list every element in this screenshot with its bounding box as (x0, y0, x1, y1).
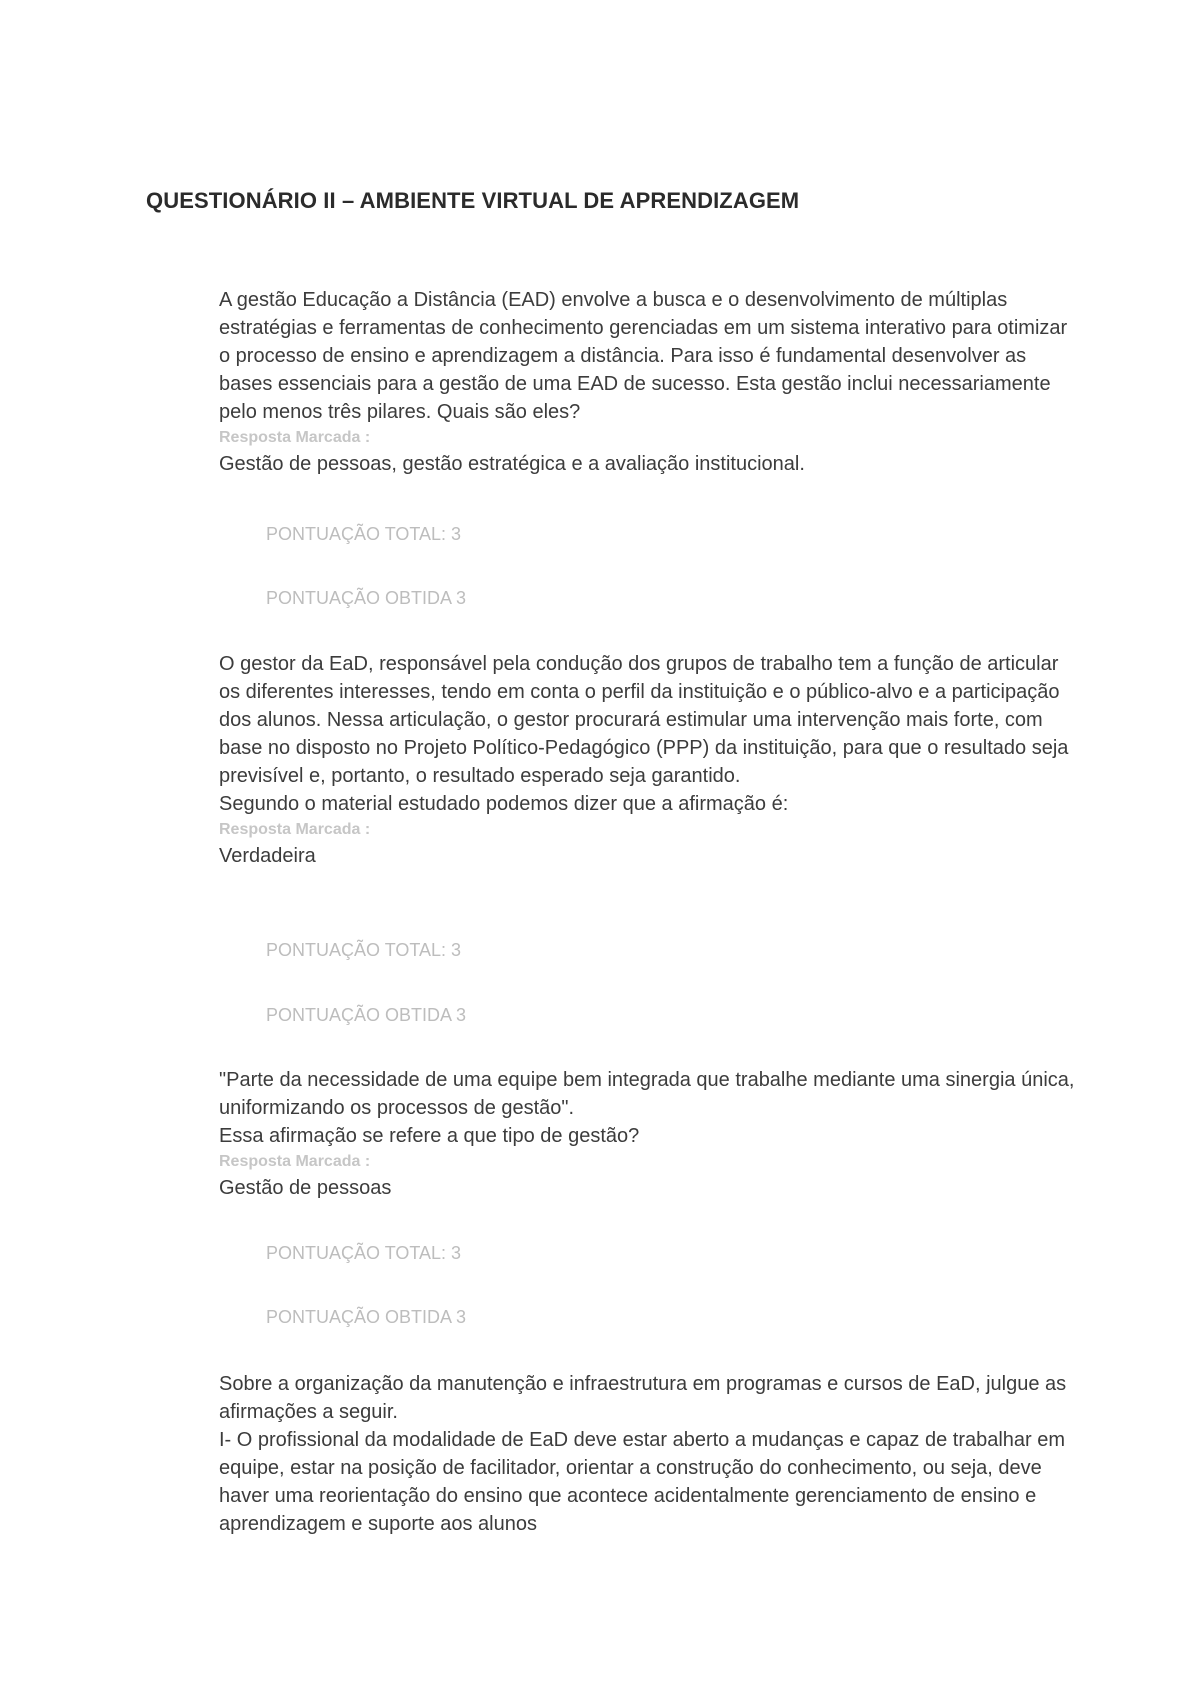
question-1 (219, 286, 1079, 478)
question-paragraph: "Parte da necessidade de uma equipe bem integrada que trabalhe mediante uma sinergia única, uniformizando os processos de gestão". (219, 1069, 1075, 1119)
question-paragraph: O gestor da EaD, responsável pela condução dos grupos de trabalho tem a função de articular os diferentes interesses, tendo em conta o perfil da instituição e o público-alvo e a participação dos alunos. Nessa articulação, o gestor procurará estimular uma intervenção mais forte, com base no disposto no Projeto Político-Pedagógico (PPP) da instituição, para que o resultado seja previsível e, portanto, o resultado esperado seja garantido. (219, 653, 1069, 787)
question-text (219, 1066, 1079, 1150)
question-prompt: Segundo o material estudado podemos dizer que a afirmação é: (219, 793, 789, 815)
page-title: QUESTIONÁRIO II – AMBIENTE VIRTUAL DE APRENDIZAGEM (146, 188, 800, 213)
question-paragraph: A gestão Educação a Distância (EAD) envolve a busca e o desenvolvimento de múltiplas estratégias e ferramentas de conhecimento gerenciadas em um sistema interativo para otimizar o processo de ensino e aprendizagem a distância. Para isso é fundamental desenvolver as bases essenciais para a gestão de uma EAD de sucesso. Esta gestão inclui necessariamente pelo menos três pilares. Quais são eles? (219, 289, 1068, 423)
question-paragraph: Sobre a organização da manutenção e infraestrutura em programas e cursos de EaD, julgue as afirmações a seguir. (219, 1373, 1067, 1423)
question-text (219, 286, 1079, 426)
question-statement: I- O profissional da modalidade de EaD deve estar aberto a mudanças e capaz de trabalhar em equipe, estar na posição de facilitador, orientar a construção do conhecimento, ou seja, deve haver uma reorientação do ensino que acontece acidentalmente gerenciamento de ensino e aprendizagem e suporte aos alunos (219, 1429, 1066, 1535)
score-obtained: PONTUAÇÃO OBTIDA 3 (266, 588, 467, 608)
question-4 (219, 1370, 1079, 1538)
answer-label: Resposta Marcada : (219, 429, 371, 446)
score-obtained: PONTUAÇÃO OBTIDA 3 (266, 1307, 467, 1327)
score-obtained: PONTUAÇÃO OBTIDA 3 (266, 1005, 467, 1025)
question-text (219, 650, 1079, 818)
score-total: PONTUAÇÃO TOTAL: 3 (266, 940, 462, 960)
answer-value: Gestão de pessoas, gestão estratégica e a avaliação institucional. (219, 453, 805, 475)
question-3 (219, 1066, 1079, 1202)
score-total: PONTUAÇÃO TOTAL: 3 (266, 1243, 462, 1263)
question-prompt: Essa afirmação se refere a que tipo de gestão? (219, 1125, 640, 1147)
answer-value: Verdadeira (219, 845, 316, 867)
question-2 (219, 650, 1079, 870)
score-total: PONTUAÇÃO TOTAL: 3 (266, 524, 462, 544)
answer-label: Resposta Marcada : (219, 1153, 371, 1170)
question-text (219, 1370, 1079, 1538)
answer-value: Gestão de pessoas (219, 1177, 392, 1199)
answer-label: Resposta Marcada : (219, 821, 371, 838)
